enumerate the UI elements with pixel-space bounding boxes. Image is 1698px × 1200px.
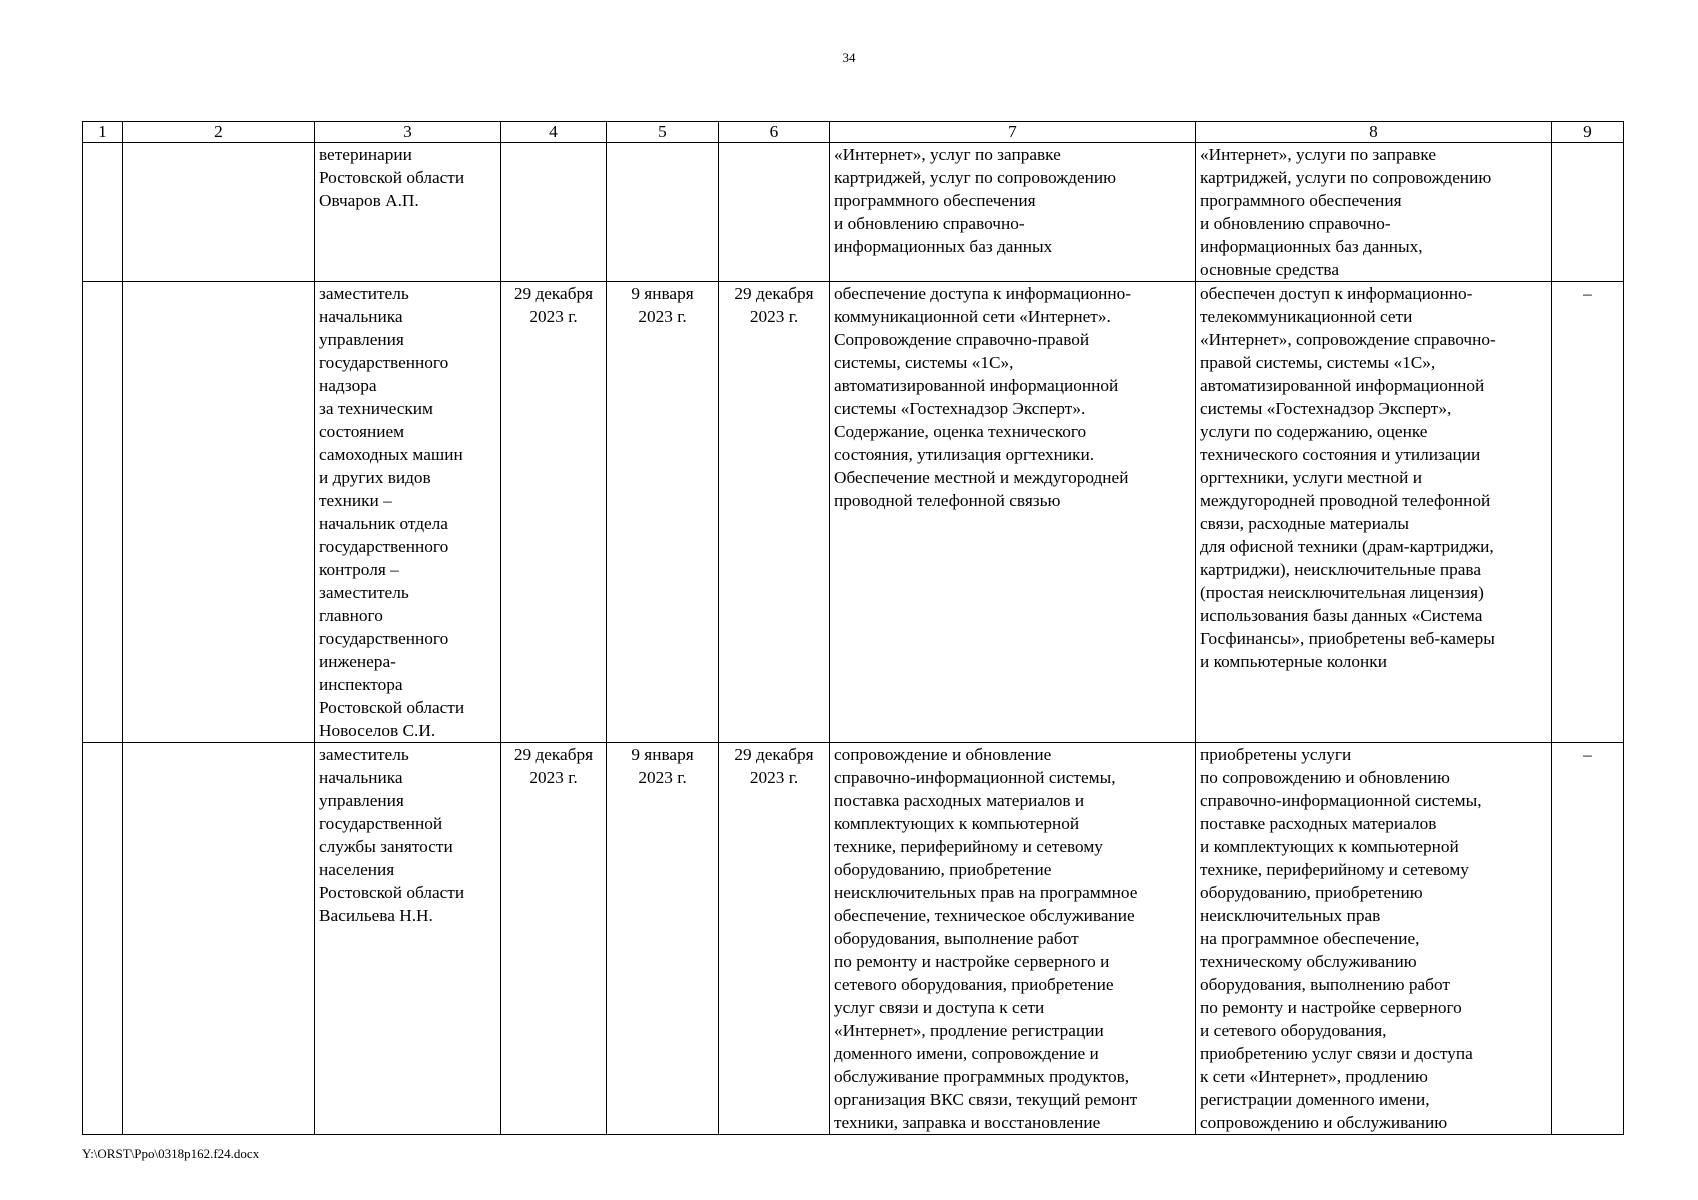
col-header-6: 6 <box>719 122 830 143</box>
file-path-footer: Y:\ORST\Ppo\0318p162.f24.docx <box>82 1146 260 1161</box>
col-header-2: 2 <box>123 122 315 143</box>
col-header-4: 4 <box>501 122 607 143</box>
cell-deadline: 29 декабря 2023 г. <box>501 743 607 1135</box>
cell-event <box>123 282 315 743</box>
cell-end-date: 29 декабря 2023 г. <box>719 282 830 743</box>
cell-end-date <box>719 143 830 282</box>
cell-responsible: заместитель начальника управления государственного надзора за техническим состоянием самоходных машин и других видов техники – начальник отдела государственного контроля – заместитель главного государственного инженера- инспектора Ростовской области Новоселов С.И. <box>315 282 501 743</box>
col-header-9: 9 <box>1552 122 1624 143</box>
cell-event <box>123 143 315 282</box>
table-row <box>83 743 1624 1135</box>
cell-deadline: 29 декабря 2023 г. <box>501 282 607 743</box>
cell-note: – <box>1552 743 1624 1135</box>
col-header-8: 8 <box>1196 122 1552 143</box>
cell-actual-result: обеспечен доступ к информационно- телекоммуникационной сети «Интернет», сопровождение справочно- правой системы, системы «1С», автоматизированной информационной системы «Гостехнадзор Эксперт», услуги по содержанию, оценке технического состояния и утилизации оргтехники, услуги местной и междугородней проводной телефонной связи, расходные материалы для офисной техники (драм-картриджи, картриджи), неисключительные права (простая неисключительная лицензия) использования базы данных «Система Госфинансы», приобретены веб-камеры и компьютерные колонки <box>1196 282 1552 743</box>
cell-expected-result: «Интернет», услуг по заправке картриджей, услуг по сопровождению программного обеспечения и обновлению справочно- информационных баз данных <box>830 143 1196 282</box>
page-number: 34 <box>842 50 856 65</box>
cell-note <box>1552 143 1624 282</box>
cell-number <box>83 282 123 743</box>
col-header-3: 3 <box>315 122 501 143</box>
cell-start-date: 9 января 2023 г. <box>607 282 719 743</box>
table-row <box>83 282 1624 743</box>
cell-responsible: заместитель начальника управления государственной службы занятости населения Ростовской области Васильева Н.Н. <box>315 743 501 1135</box>
report-table <box>82 121 1624 1135</box>
col-header-1: 1 <box>83 122 123 143</box>
cell-end-date: 29 декабря 2023 г. <box>719 743 830 1135</box>
cell-expected-result: сопровождение и обновление справочно-информационной системы, поставка расходных материалов и комплектующих к компьютерной технике, периферийному и сетевому оборудованию, приобретение неисключительных прав на программное обеспечение, техническое обслуживание оборудования, выполнение работ по ремонту и настройке серверного и сетевого оборудования, приобретение услуг связи и доступа к сети «Интернет», продление регистрации доменного имени, сопровождение и обслуживание программных продуктов, организация ВКС связи, текущий ремонт техники, заправка и восстановление <box>830 743 1196 1135</box>
table-header <box>83 122 1624 143</box>
cell-actual-result: приобретены услуги по сопровождению и обновлению справочно-информационной системы, поставке расходных материалов и комплектующих к компьютерной технике, периферийному и сетевому оборудованию, приобретению неисключительных прав на программное обеспечение, техническому обслуживанию оборудования, выполнению работ по ремонту и настройке серверного и сетевого оборудования, приобретению услуг связи и доступа к сети «Интернет», продлению регистрации доменного имени, сопровождению и обслуживанию <box>1196 743 1552 1135</box>
cell-responsible: ветеринарии Ростовской области Овчаров А.П. <box>315 143 501 282</box>
cell-note: – <box>1552 282 1624 743</box>
col-header-7: 7 <box>830 122 1196 143</box>
cell-start-date <box>607 143 719 282</box>
cell-actual-result: «Интернет», услуги по заправке картриджей, услуги по сопровождению программного обеспечения и обновлению справочно- информационных баз данных, основные средства <box>1196 143 1552 282</box>
cell-start-date: 9 января 2023 г. <box>607 743 719 1135</box>
cell-event <box>123 743 315 1135</box>
cell-deadline <box>501 143 607 282</box>
cell-expected-result: обеспечение доступа к информационно- коммуникационной сети «Интернет». Сопровождение справочно-правой системы, системы «1С», автоматизированной информационной системы «Гостехнадзор Эксперт». Содержание, оценка технического состояния, утилизация оргтехники. Обеспечение местной и междугородней проводной телефонной связью <box>830 282 1196 743</box>
table-row <box>83 143 1624 282</box>
col-header-5: 5 <box>607 122 719 143</box>
cell-number <box>83 143 123 282</box>
cell-number <box>83 743 123 1135</box>
header-row <box>83 122 1624 143</box>
